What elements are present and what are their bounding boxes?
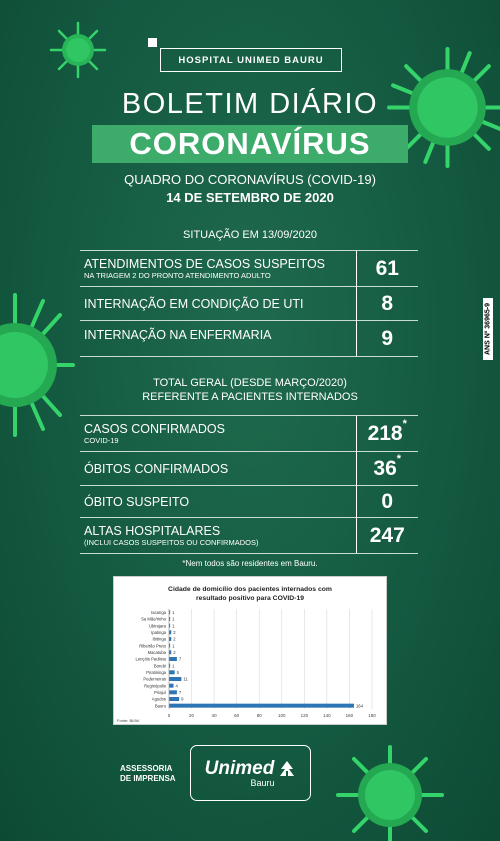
- title-highlight-bar: [92, 125, 408, 163]
- row-value: 8: [356, 287, 418, 321]
- table-row: [80, 486, 418, 518]
- row-sublabel: COVID-19: [84, 435, 119, 445]
- row-value: 36: [373, 456, 397, 480]
- virus-illustration-bottom-right: [335, 745, 445, 841]
- row-label: INTERNAÇÃO NA ENFERMARIA: [84, 328, 272, 342]
- chart-data-label: 1: [172, 609, 175, 615]
- chart-bar: [169, 677, 181, 681]
- chart-x-tick-label: 120: [300, 713, 309, 718]
- page-title: BOLETIM DIÁRIO: [121, 88, 379, 120]
- table-row: [80, 287, 418, 321]
- chart-category-label: Ibitinga: [152, 636, 166, 642]
- row-value: 0: [356, 486, 418, 518]
- chart-x-tick-label: 60: [234, 713, 240, 718]
- chart-bar: [169, 657, 177, 661]
- chart-data-label: 164: [355, 703, 363, 709]
- virus-illustration-left: [0, 290, 75, 440]
- chart-data-label: 9: [181, 696, 184, 702]
- section2-title-line1: TOTAL GERAL (DESDE MARÇO/2020): [153, 377, 347, 389]
- chart-category-label: Reginópolis: [144, 683, 166, 689]
- chart-category-label: Bauru: [154, 703, 166, 709]
- page-subtitle: QUADRO DO CORONAVÍRUS (COVID-19): [124, 172, 376, 187]
- chart-x-tick-label: 100: [278, 713, 286, 718]
- chart-x-tick-label: 20: [189, 713, 195, 718]
- row-footnote-mark: *: [396, 452, 402, 465]
- chart-data-label: 7: [178, 656, 182, 662]
- chart-data-label: 2: [173, 629, 176, 635]
- row-value: 247: [356, 518, 418, 554]
- row-sublabel: (INCLUI CASOS SUSPEITOS OU CONFIRMADOS): [84, 537, 259, 547]
- virus-illustration-top-left: [48, 20, 108, 80]
- row-sublabel: NA TRIAGEM 2 DO PRONTO ATENDIMENTO ADULTO: [84, 270, 271, 280]
- row-label: INTERNAÇÃO EM CONDIÇÃO DE UTI: [84, 296, 304, 311]
- chart-bar: [169, 704, 354, 708]
- chart-data-label: 2: [173, 649, 176, 655]
- chart-category-label: Piratininga: [146, 669, 166, 675]
- page-title-highlight: CORONAVÍRUS: [129, 126, 371, 161]
- chart-category-label: Sa Mãe/rinho: [141, 616, 166, 622]
- chart-bar: [169, 637, 171, 641]
- chart-bar: [169, 690, 177, 694]
- row-value: 61: [356, 251, 418, 287]
- chart-title-line2: resultado positivo para COVID-19: [195, 595, 305, 602]
- header-decor-square: [148, 38, 157, 47]
- table-row: [80, 416, 418, 452]
- footnote: *Nem todos são residentes em Bauru.: [182, 559, 318, 568]
- row-label: CASOS CONFIRMADOS: [84, 421, 225, 436]
- chart-x-tick-label: 140: [323, 713, 331, 718]
- chart-data-label: 11: [183, 676, 188, 682]
- row-footnote-mark: *: [402, 417, 407, 430]
- logo-name: Unimed: [204, 758, 275, 779]
- chart-data-label: 1: [172, 643, 175, 649]
- row-label: ATENDIMENTOS DE CASOS SUSPEITOS: [84, 256, 326, 271]
- totals-table: [80, 415, 418, 554]
- chart-data-label: 4: [175, 683, 178, 689]
- chart-category-label: Ubirajara: [149, 623, 166, 629]
- logo-subtitle: Bauru: [250, 778, 275, 788]
- chart-data-label: 7: [178, 689, 182, 695]
- chart-category-label: Lençóis Paulista: [135, 656, 166, 662]
- row-label: ÓBITO SUSPEITO: [84, 494, 190, 509]
- chart-bar: [169, 684, 174, 688]
- chart-category-label: Ipatinga: [151, 629, 166, 635]
- chart-data-label: 2: [173, 636, 176, 642]
- city-bar-chart: [114, 577, 386, 724]
- section1-title: SITUAÇÃO EM 13/09/2020: [183, 229, 317, 241]
- hospital-tag: HOSPITAL UNIMED BAURU: [160, 48, 342, 72]
- chart-category-label: Pirajuí: [154, 689, 166, 695]
- section2-title-line2: REFERENTE A PACIENTES INTERNADOS: [142, 391, 358, 403]
- chart-x-tick-label: 80: [256, 713, 262, 718]
- chart-data-label: 1: [172, 616, 175, 622]
- chart-category-label: Macatuba: [147, 649, 166, 655]
- table-row: [80, 321, 418, 357]
- table-row: [80, 518, 418, 554]
- unimed-tree-icon: [278, 760, 296, 778]
- chart-bar: [169, 630, 171, 634]
- ans-registration-badge: ANS Nº 36965-9: [483, 298, 493, 360]
- city-chart-panel: [113, 576, 387, 725]
- table-row: [80, 251, 418, 287]
- unimed-logo: [190, 745, 311, 801]
- chart-x-tick-label: 180: [368, 713, 376, 718]
- chart-bar: [169, 670, 175, 674]
- press-office-label: ASSESSORIA DE IMPRENSA: [120, 764, 176, 783]
- chart-category-label: Borebi: [153, 663, 166, 669]
- row-value: 218: [367, 421, 403, 445]
- chart-bar: [169, 697, 179, 701]
- chart-x-tick-label: 160: [345, 713, 354, 718]
- chart-category-label: Ribeirão Preto: [139, 643, 166, 649]
- chart-title: Cidade de domicílio dos pacientes internados com: [168, 586, 332, 593]
- table-row: [80, 452, 418, 486]
- chart-bar: [169, 650, 171, 654]
- chart-data-label: 1: [172, 663, 175, 669]
- chart-category-label: Iacanga: [151, 609, 166, 615]
- chart-source: Fonte: BI/AV: [117, 718, 140, 723]
- bulletin-date: 14 DE SETEMBRO DE 2020: [166, 190, 334, 205]
- situation-table: [80, 250, 418, 357]
- chart-category-label: Pederneiras: [143, 676, 166, 682]
- chart-x-tick-label: 0: [167, 713, 171, 718]
- row-label: ÓBITOS CONFIRMADOS: [84, 461, 229, 476]
- chart-category-label: Agudos: [151, 696, 166, 702]
- chart-data-label: 1: [172, 623, 175, 629]
- chart-x-tick-label: 40: [211, 713, 217, 718]
- row-label: ALTAS HOSPITALARES: [84, 523, 221, 538]
- chart-data-label: 5: [176, 669, 179, 675]
- row-value: 9: [356, 321, 418, 357]
